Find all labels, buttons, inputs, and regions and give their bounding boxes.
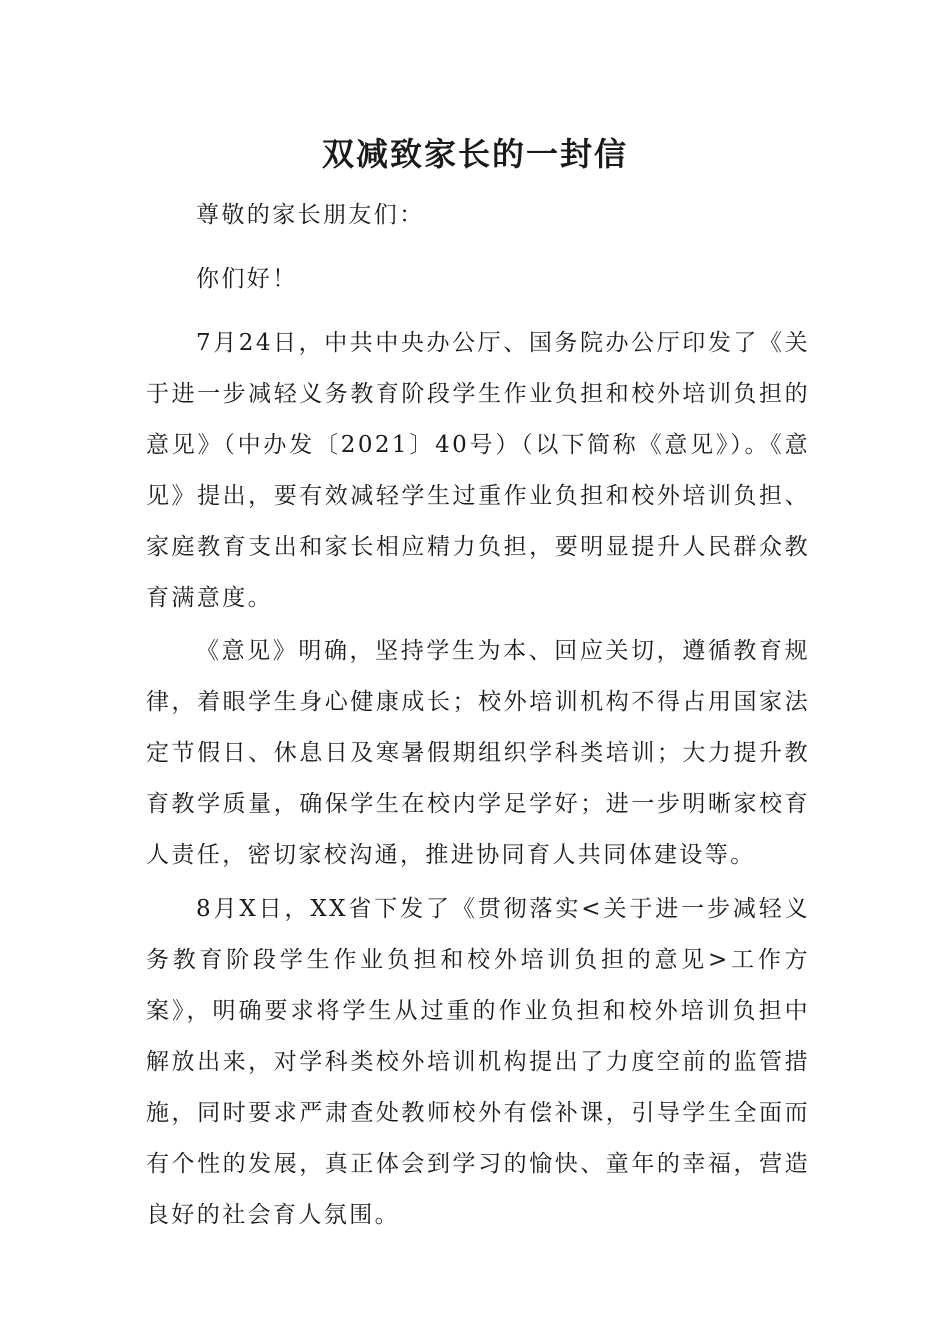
paragraph: 《意见》明确，坚持学生为本、回应关切，遵循教育规律，着眼学生身心健康成长；校外培训机构不得占用国家法定节假日、休息日及寒暑假期组织学科类培训；大力提升教育教学质量，确保学生在校内学足学好；进一步明晰家校育人责任，密切家校沟通，推进协同育人共同体建设等。 <box>146 638 810 868</box>
document-title: 双减致家长的一封信 <box>321 135 628 173</box>
paragraph: 7月24日，中共中央办公厅、国务院办公厅印发了《关于进一步减轻义务教育阶段学生作业负担和校外培训负担的意见》（中办发〔2021〕40号）（以下简称《意见》）。《意见》提出，要有效减轻学生过重作业负担和校外培训负担、家庭教育支出和家长相应精力负担，要明显提升人民群众教育满意度。 <box>146 330 810 611</box>
paragraph: 8月X日，XX省下发了《贯彻落实<关于进一步减轻义务教育阶段学生作业负担和校外培训负担的意见>工作方案》，明确要求将学生从过重的作业负担和校外培训负担中解放出来，对学科类校外培训机构提出了力度空前的监管措施，同时要求严肃查处教师校外有偿补课，引导学生全面而有个性的发展，真正体会到学习的愉快、童年的幸福，营造良好的社会育人氛围。 <box>146 896 810 1228</box>
greeting: 你们好！ <box>196 266 298 292</box>
salutation: 尊敬的家长朋友们： <box>196 202 425 228</box>
